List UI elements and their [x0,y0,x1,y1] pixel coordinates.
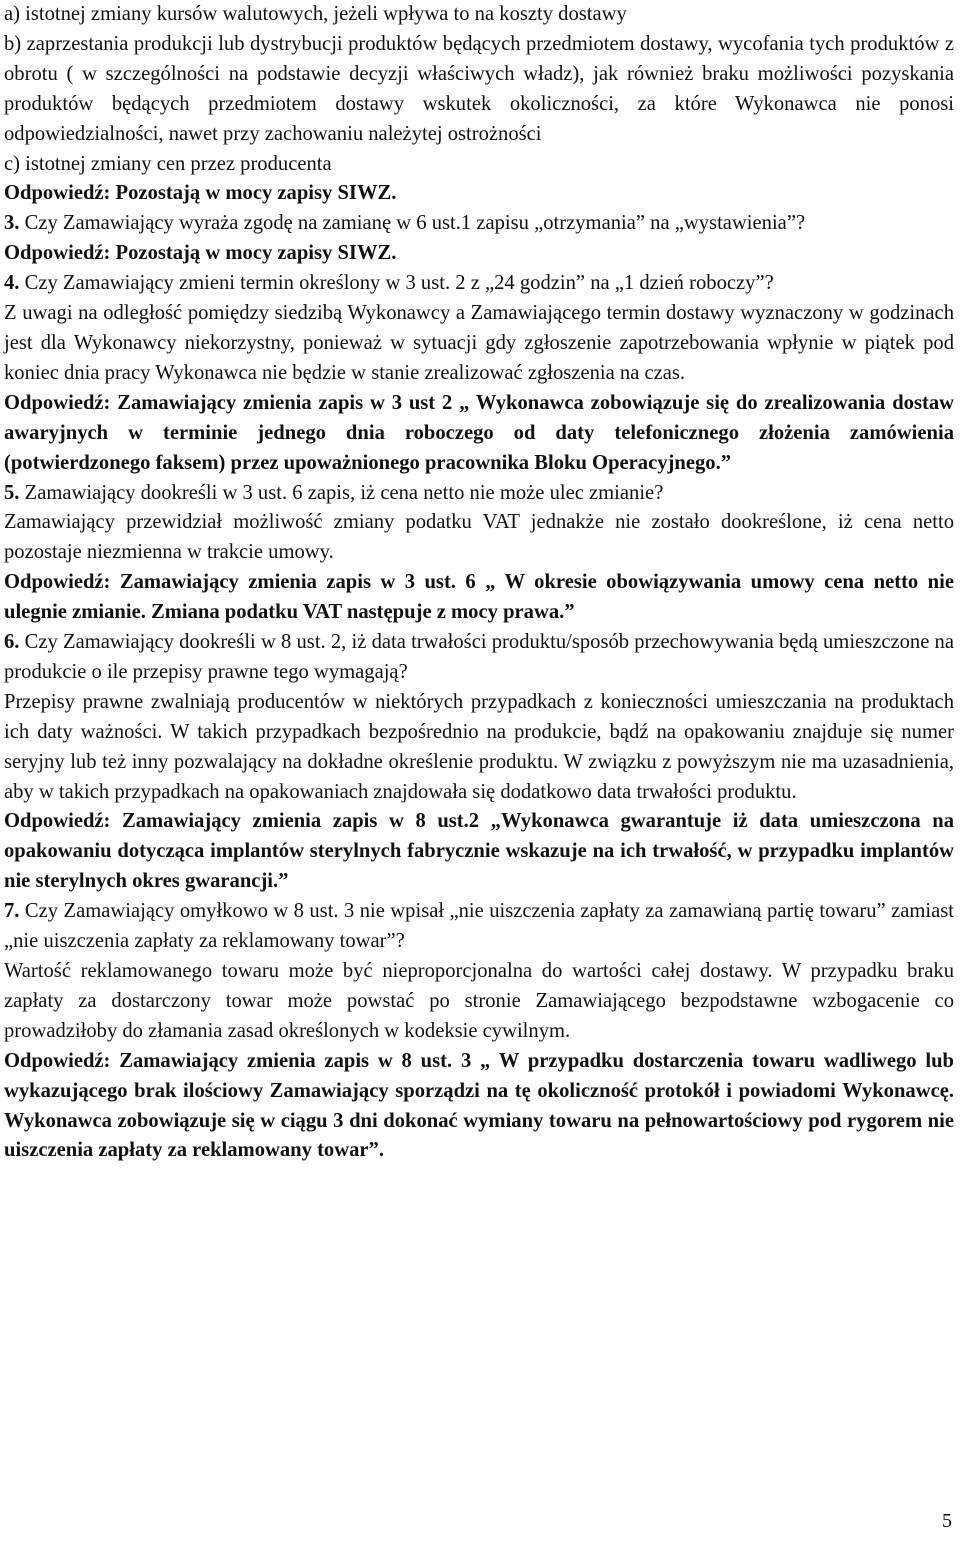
question-4-text: Czy Zamawiający zmieni termin określony w 3 ust. 2 z „24 godzin” na „1 dzień roboczy”? [24,272,774,295]
question-6-text: Czy Zamawiający dookreśli w 8 ust. 2, iż data trwałości produktu/sposób przechowywania będą umieszczone na produkcie o ile przepisy prawne tego wymagają? [4,631,954,683]
question-6-explanation: Przepisy prawne zwalniają producentów w niektórych przypadkach z konieczności umieszczania na produktach ich daty ważności. W takich przypadkach bezpośrednio na produkcie, bądź na opakowaniu znajduje się numer seryjny lub też inny pozwalający na dokładne określenie produktu. W związku z powyższym nie ma uzasadnienia, aby w takich przypadkach na opakowaniach znajdowała się dodatkowo data trwałości produktu. [4,690,954,803]
question-5-number: 5. [4,481,20,504]
answer-5: Odpowiedź: Zamawiający zmienia zapis w 3 ust. 6 „ W okresie obowiązywania umowy cena netto nie ulegnie zmianie. Zmiana podatku VAT następuje z mocy prawa.” [4,571,954,624]
question-4 [4,269,954,299]
question-5-text: Zamawiający dookreśli w 3 ust. 6 zapis, iż cena netto nie może ulec zmianie? [24,481,664,504]
answer-7: Odpowiedź: Zamawiający zmienia zapis w 8 ust. 3 „ W przypadku dostarczenia towaru wadliwego lub wykazującego brak ilościowy Zamawiający sporządzi na tę okoliczność protokół i powiadomi Wykonawcę. Wykonawca zobowiązuje się w ciągu 3 dni dokonać wymiany towaru na pełnowartościowy pod rygorem nie uiszczenia zapłaty za reklamowany towar”. [4,1049,954,1162]
question-7-number: 7. [4,900,20,923]
question-3-text: Czy Zamawiający wyraża zgodę na zamianę w 6 ust.1 zapisu „otrzymania” na „wystawienia”? [24,212,806,235]
question-5 [4,479,954,509]
intro-item-b: b) zaprzestania produkcji lub dystrybucji produktów będących przedmiotem dostawy, wycofania tych produktów z obrotu ( w szczególności na podstawie decyzji właściwych władz), jak również braku możliwości pozyskania produktów będących przedmiotem dostawy wskutek okoliczności, za które Wykonawca nie ponosi odpowiedzialności, nawet przy zachowaniu należytej ostrożności [4,32,954,145]
question-3 [4,209,954,239]
question-4-explanation: Z uwagi na odległość pomiędzy siedzibą Wykonawcy a Zamawiającego termin dostawy wyznaczony w godzinach jest dla Wykonawcy niekorzystny, ponieważ w sytuacji gdy zgłoszenie zapotrzebowania wpłynie w piątek pod koniec dnia pracy Wykonawca nie będzie w stanie zrealizować zgłoszenia na czas. [4,302,954,384]
intro-item-c: c) istotnej zmiany cen przez producenta [4,152,332,175]
question-3-number: 3. [4,212,20,235]
intro-item-a: a) istotnej zmiany kursów walutowych, jeżeli wpływa to na koszty dostawy [4,3,627,25]
answer-1: Odpowiedź: Pozostają w mocy zapisy SIWZ. [4,182,397,205]
document-page [4,0,954,1166]
answer-3: Odpowiedź: Pozostają w mocy zapisy SIWZ. [4,242,397,265]
answer-6: Odpowiedź: Zamawiający zmienia zapis w 8 ust.2 „Wykonawca gwarantuje iż data umieszczona na opakowaniu dotycząca implantów sterylnych fabrycznie wskazuje na ich trwałość, w przypadku implantów nie sterylnych okres gwarancji.” [4,810,954,893]
page-number: 5 [942,1510,952,1532]
answer-4: Odpowiedź: Zamawiający zmienia zapis w 3 ust 2 „ Wykonawca zobowiązuje się do zrealizowania dostaw awaryjnych w terminie jednego dnia roboczego od daty telefonicznego złożenia zamówienia (potwierdzonego faksem) przez upoważnionego pracownika Bloku Operacyjnego.” [4,391,954,474]
question-7 [4,897,954,957]
question-4-number: 4. [4,272,20,295]
question-7-explanation: Wartość reklamowanego towaru może być nieproporcjonalna do wartości całej dostawy. W przypadku braku zapłaty za dostarczony towar może powstać po stronie Zamawiającego bezpodstawne wzbogacenie co prowadziłoby do złamania zasad określonych w kodeksie cywilnym. [4,960,954,1042]
question-6-number: 6. [4,631,20,654]
question-5-explanation: Zamawiający przewidział możliwość zmiany podatku VAT jednakże nie zostało dookreślone, iż cena netto pozostaje niezmienna w trakcie umowy. [4,511,954,564]
question-7-text: Czy Zamawiający omyłkowo w 8 ust. 3 nie wpisał „nie uiszczenia zapłaty za zamawianą partię towaru” zamiast „nie uiszczenia zapłaty za reklamowany towar”? [4,900,954,953]
question-6 [4,628,954,688]
